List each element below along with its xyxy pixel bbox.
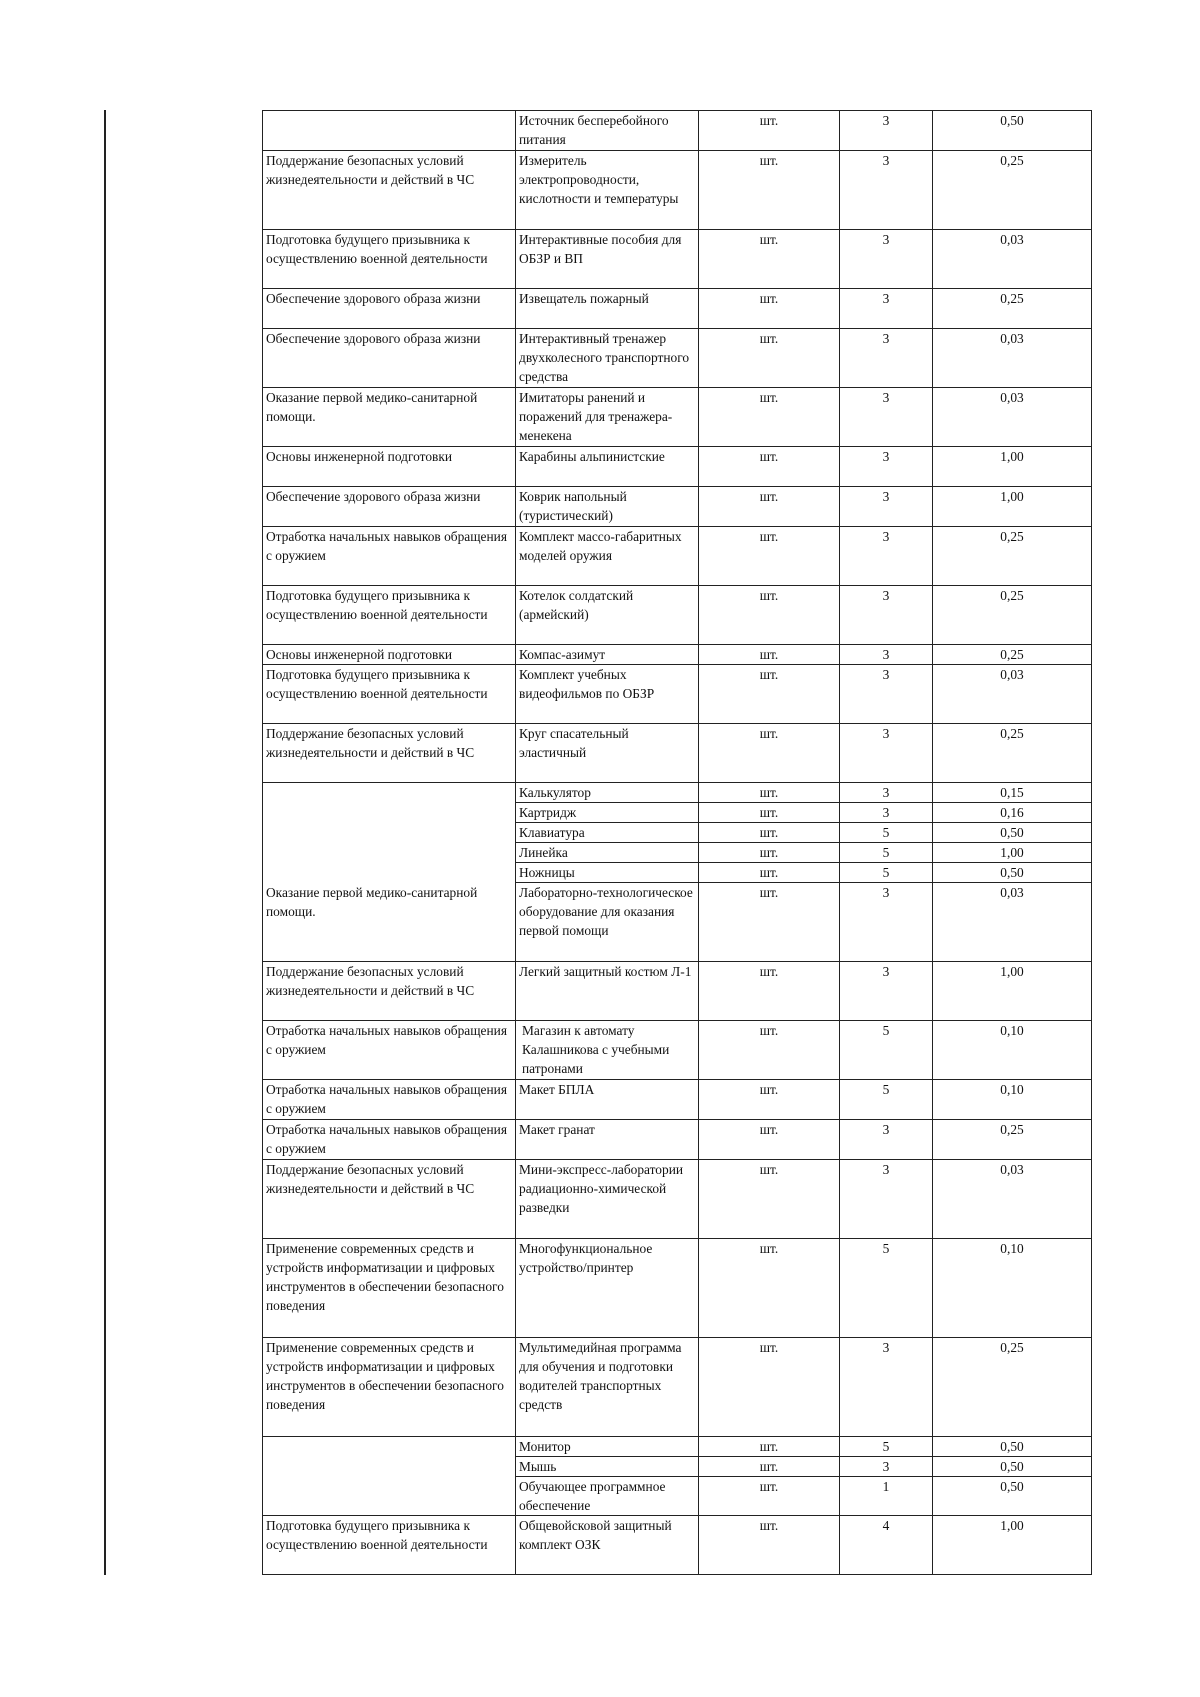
item-cell: Линейка xyxy=(516,843,699,863)
table-row xyxy=(263,645,1092,665)
table-row xyxy=(263,388,1092,447)
table-row xyxy=(263,111,1092,151)
unit-cell: шт. xyxy=(699,1516,840,1575)
section-cell xyxy=(263,1437,516,1516)
qty-cell: 3 xyxy=(840,1457,933,1477)
unit-cell: шт. xyxy=(699,1457,840,1477)
qty-cell: 5 xyxy=(840,823,933,843)
section-cell: Поддержание безопасных условий жизнедеятельности и действий в ЧС xyxy=(263,724,516,783)
coef-cell: 0,25 xyxy=(933,724,1092,783)
coef-cell: 0,03 xyxy=(933,230,1092,289)
qty-cell: 5 xyxy=(840,1021,933,1080)
section-cell: Отработка начальных навыков обращения с оружием xyxy=(263,1120,516,1160)
table-row xyxy=(263,527,1092,586)
coef-cell: 0,50 xyxy=(933,863,1092,883)
item-cell: Легкий защитный костюм Л-1 xyxy=(516,962,699,1021)
qty-cell: 5 xyxy=(840,1080,933,1120)
coef-cell: 1,00 xyxy=(933,962,1092,1021)
unit-cell: шт. xyxy=(699,863,840,883)
coef-cell: 0,50 xyxy=(933,1457,1092,1477)
item-cell: Калькулятор xyxy=(516,783,699,803)
unit-cell: шт. xyxy=(699,803,840,823)
item-cell: Интерактивный тренажер двухколесного транспортного средства xyxy=(516,329,699,388)
section-cell: Применение современных средств и устройств информатизации и цифровых инструментов в обеспечении безопасного поведения xyxy=(263,1338,516,1437)
section-cell: Отработка начальных навыков обращения с оружием xyxy=(263,527,516,586)
section-cell: Обеспечение здорового образа жизни xyxy=(263,289,516,329)
item-cell: Измеритель электропроводности, кислотности и температуры xyxy=(516,151,699,230)
item-cell: Комплект учебных видеофильмов по ОБЗР xyxy=(516,665,699,724)
unit-cell: шт. xyxy=(699,586,840,645)
qty-cell: 3 xyxy=(840,1338,933,1437)
item-cell: Многофункциональное устройство/принтер xyxy=(516,1239,699,1338)
unit-cell: шт. xyxy=(699,487,840,527)
section-cell: Поддержание безопасных условий жизнедеятельности и действий в ЧС xyxy=(263,962,516,1021)
table-row xyxy=(263,1239,1092,1338)
coef-cell: 0,25 xyxy=(933,151,1092,230)
section-cell: Применение современных средств и устройств информатизации и цифровых инструментов в обеспечении безопасного поведения xyxy=(263,1239,516,1338)
item-cell: Лабораторно-технологическое оборудование для оказания первой помощи xyxy=(516,883,699,962)
table-row xyxy=(263,151,1092,230)
table-row xyxy=(263,724,1092,783)
unit-cell: шт. xyxy=(699,1437,840,1457)
coef-cell: 0,03 xyxy=(933,329,1092,388)
qty-cell: 3 xyxy=(840,1160,933,1239)
table-row xyxy=(263,1516,1092,1575)
unit-cell: шт. xyxy=(699,1338,840,1437)
qty-cell: 3 xyxy=(840,962,933,1021)
qty-cell: 3 xyxy=(840,586,933,645)
section-cell: Отработка начальных навыков обращения с оружием xyxy=(263,1021,516,1080)
coef-cell: 0,25 xyxy=(933,527,1092,586)
qty-cell: 3 xyxy=(840,487,933,527)
unit-cell: шт. xyxy=(699,883,840,962)
qty-cell: 5 xyxy=(840,1437,933,1457)
coef-cell: 1,00 xyxy=(933,843,1092,863)
coef-cell: 0,25 xyxy=(933,289,1092,329)
table-row xyxy=(263,586,1092,645)
qty-cell: 5 xyxy=(840,843,933,863)
table-row xyxy=(263,962,1092,1021)
unit-cell: шт. xyxy=(699,1080,840,1120)
coef-cell: 1,00 xyxy=(933,1516,1092,1575)
qty-cell: 3 xyxy=(840,447,933,487)
section-cell: Оказание первой медико-санитарной помощи. xyxy=(263,883,516,962)
coef-cell: 1,00 xyxy=(933,447,1092,487)
section-cell: Подготовка будущего призывника к осуществлению военной деятельности xyxy=(263,586,516,645)
item-cell: Компас-азимут xyxy=(516,645,699,665)
coef-cell: 0,03 xyxy=(933,388,1092,447)
table-row xyxy=(263,1338,1092,1437)
unit-cell: шт. xyxy=(699,1477,840,1516)
unit-cell: шт. xyxy=(699,962,840,1021)
item-cell: Карабины альпинистские xyxy=(516,447,699,487)
coef-cell: 0,10 xyxy=(933,1239,1092,1338)
qty-cell: 3 xyxy=(840,289,933,329)
qty-cell: 4 xyxy=(840,1516,933,1575)
table-row xyxy=(263,329,1092,388)
item-cell: Монитор xyxy=(516,1437,699,1457)
item-cell: Комплект массо-габаритных моделей оружия xyxy=(516,527,699,586)
unit-cell: шт. xyxy=(699,1160,840,1239)
section-cell: Подготовка будущего призывника к осуществлению военной деятельности xyxy=(263,665,516,724)
table-row xyxy=(263,487,1092,527)
qty-cell: 3 xyxy=(840,329,933,388)
qty-cell: 3 xyxy=(840,111,933,151)
unit-cell: шт. xyxy=(699,447,840,487)
section-cell: Отработка начальных навыков обращения с оружием xyxy=(263,1080,516,1120)
table-row xyxy=(263,1080,1092,1120)
qty-cell: 3 xyxy=(840,883,933,962)
unit-cell: шт. xyxy=(699,388,840,447)
table-row xyxy=(263,289,1092,329)
section-cell: Подготовка будущего призывника к осуществлению военной деятельности xyxy=(263,230,516,289)
unit-cell: шт. xyxy=(699,1120,840,1160)
unit-cell: шт. xyxy=(699,111,840,151)
coef-cell: 0,10 xyxy=(933,1021,1092,1080)
section-cell xyxy=(263,111,516,151)
coef-cell: 0,25 xyxy=(933,1120,1092,1160)
table-row xyxy=(263,230,1092,289)
table-row xyxy=(263,1160,1092,1239)
table-row xyxy=(263,1437,1092,1457)
unit-cell: шт. xyxy=(699,823,840,843)
coef-cell: 0,25 xyxy=(933,1338,1092,1437)
qty-cell: 5 xyxy=(840,1239,933,1338)
item-cell: Круг спасательный эластичный xyxy=(516,724,699,783)
table-row xyxy=(263,1021,1092,1080)
unit-cell: шт. xyxy=(699,1239,840,1338)
item-cell: Общевойсковой защитный комплект ОЗК xyxy=(516,1516,699,1575)
coef-cell: 0,03 xyxy=(933,665,1092,724)
unit-cell: шт. xyxy=(699,724,840,783)
section-cell: Обеспечение здорового образа жизни xyxy=(263,487,516,527)
unit-cell: шт. xyxy=(699,645,840,665)
qty-cell: 3 xyxy=(840,388,933,447)
section-cell xyxy=(263,783,516,883)
coef-cell: 0,10 xyxy=(933,1080,1092,1120)
qty-cell: 3 xyxy=(840,803,933,823)
unit-cell: шт. xyxy=(699,1021,840,1080)
coef-cell: 1,00 xyxy=(933,487,1092,527)
item-cell: Макет БПЛА xyxy=(516,1080,699,1120)
coef-cell: 0,03 xyxy=(933,1160,1092,1239)
section-cell: Поддержание безопасных условий жизнедеятельности и действий в ЧС xyxy=(263,1160,516,1239)
qty-cell: 3 xyxy=(840,151,933,230)
coef-cell: 0,50 xyxy=(933,1477,1092,1516)
section-cell: Обеспечение здорового образа жизни xyxy=(263,329,516,388)
coef-cell: 0,03 xyxy=(933,883,1092,962)
section-cell: Основы инженерной подготовки xyxy=(263,447,516,487)
item-cell: Коврик напольный (туристический) xyxy=(516,487,699,527)
item-cell: Имитаторы ранений и поражений для тренажера-менекена xyxy=(516,388,699,447)
item-cell: Мышь xyxy=(516,1457,699,1477)
table-row xyxy=(263,1120,1092,1160)
item-cell: Картридж xyxy=(516,803,699,823)
qty-cell: 3 xyxy=(840,645,933,665)
coef-cell: 0,50 xyxy=(933,111,1092,151)
unit-cell: шт. xyxy=(699,289,840,329)
coef-cell: 0,16 xyxy=(933,803,1092,823)
qty-cell: 1 xyxy=(840,1477,933,1516)
qty-cell: 3 xyxy=(840,665,933,724)
item-cell: Интерактивные пособия для ОБЗР и ВП xyxy=(516,230,699,289)
unit-cell: шт. xyxy=(699,843,840,863)
unit-cell: шт. xyxy=(699,230,840,289)
coef-cell: 0,15 xyxy=(933,783,1092,803)
qty-cell: 3 xyxy=(840,724,933,783)
item-cell: Макет гранат xyxy=(516,1120,699,1160)
unit-cell: шт. xyxy=(699,783,840,803)
section-cell: Основы инженерной подготовки xyxy=(263,645,516,665)
qty-cell: 3 xyxy=(840,783,933,803)
coef-cell: 0,25 xyxy=(933,586,1092,645)
page-margin-line xyxy=(104,110,106,1575)
coef-cell: 0,50 xyxy=(933,823,1092,843)
qty-cell: 3 xyxy=(840,1120,933,1160)
qty-cell: 3 xyxy=(840,230,933,289)
item-cell: Источник бесперебойного питания xyxy=(516,111,699,151)
coef-cell: 0,25 xyxy=(933,645,1092,665)
table-row xyxy=(263,665,1092,724)
unit-cell: шт. xyxy=(699,329,840,388)
item-cell: Клавиатура xyxy=(516,823,699,843)
item-cell: Извещатель пожарный xyxy=(516,289,699,329)
unit-cell: шт. xyxy=(699,151,840,230)
item-cell: Котелок солдатский (армейский) xyxy=(516,586,699,645)
unit-cell: шт. xyxy=(699,665,840,724)
qty-cell: 3 xyxy=(840,527,933,586)
item-cell: Магазин к автомату Калашникова с учебными патронами xyxy=(516,1021,699,1080)
table-row xyxy=(263,883,1092,962)
table-row xyxy=(263,783,1092,803)
qty-cell: 5 xyxy=(840,863,933,883)
item-cell: Мультимедийная программа для обучения и подготовки водителей транспортных средств xyxy=(516,1338,699,1437)
item-cell: Ножницы xyxy=(516,863,699,883)
unit-cell: шт. xyxy=(699,527,840,586)
table-row xyxy=(263,447,1092,487)
item-cell: Мини-экспресс-лаборатории радиационно-химической разведки xyxy=(516,1160,699,1239)
item-cell: Обучающее программное обеспечение xyxy=(516,1477,699,1516)
equipment-table xyxy=(262,110,1092,1575)
coef-cell: 0,50 xyxy=(933,1437,1092,1457)
section-cell: Поддержание безопасных условий жизнедеятельности и действий в ЧС xyxy=(263,151,516,230)
section-cell: Оказание первой медико-санитарной помощи. xyxy=(263,388,516,447)
section-cell: Подготовка будущего призывника к осуществлению военной деятельности xyxy=(263,1516,516,1575)
